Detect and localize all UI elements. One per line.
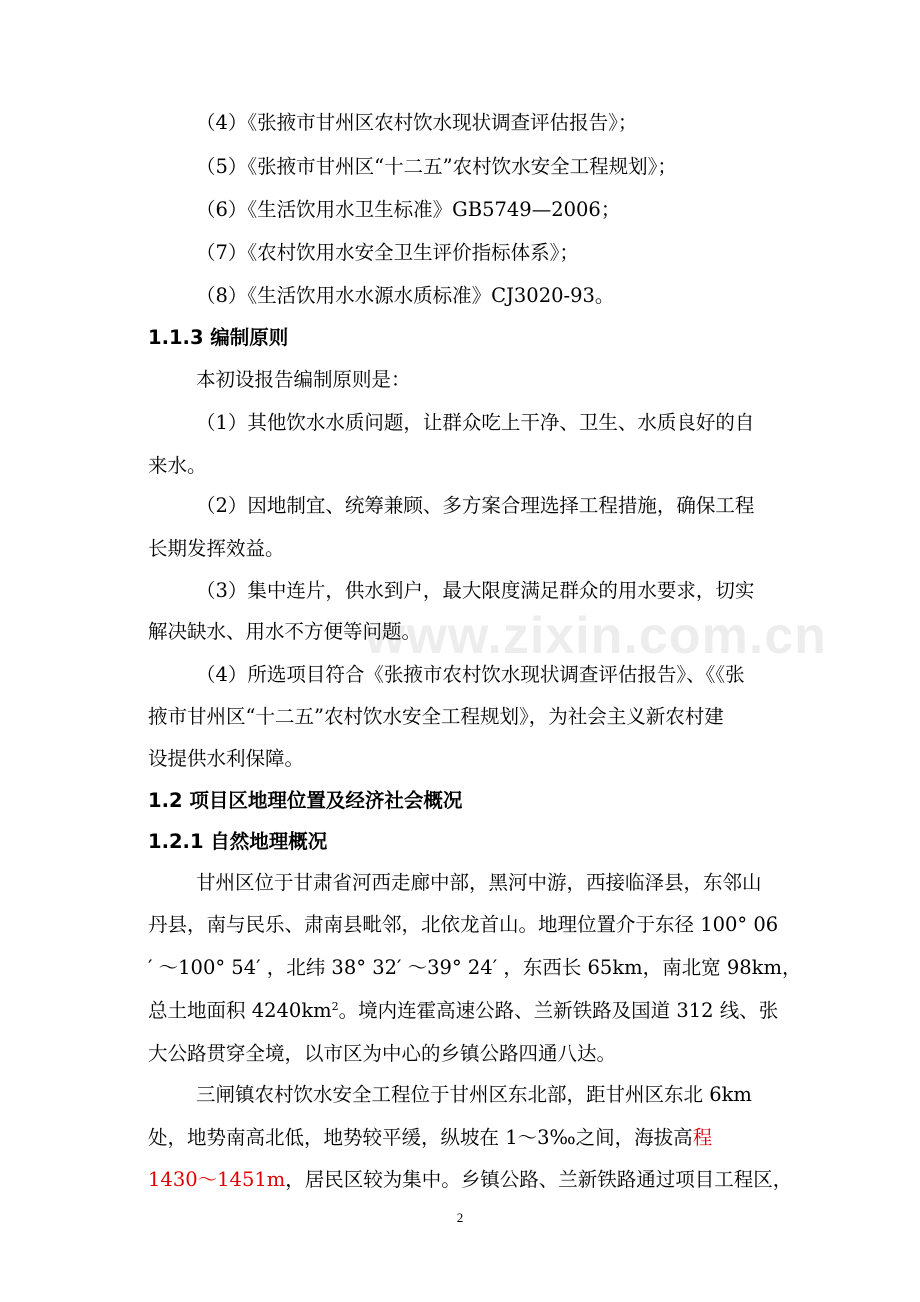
- highlight-text: 程: [692, 1126, 713, 1149]
- page-number: 2: [456, 1210, 464, 1225]
- paragraph-line: 大公路贯穿全境，以市区为中心的乡镇公路四通八达。: [148, 1042, 617, 1065]
- paragraph-line: 甘州区位于甘肃省河西走廊中部，黑河中游，西接临泽县，东邻山: [196, 871, 762, 894]
- principle-line: 设提供水利保障。: [148, 747, 305, 770]
- text: 处，地势南高北低，地势较平缓，纵坡在 1～3‰之间，海拔高: [148, 1126, 693, 1149]
- intro-text: 本初设报告编制原则是：: [196, 368, 411, 391]
- area-text: 总土地面积 4240km: [148, 999, 332, 1022]
- area-text-cont: 。境内连霍高速公路、兰新铁路及国道 312 线、张: [338, 999, 779, 1022]
- reference-item: （6）《生活饮用水卫生标准》GB5749—2006；: [196, 198, 621, 221]
- reference-item: （7）《农村饮用水安全卫生评价指标体系》；: [196, 241, 579, 264]
- watermark: www.zixin.com.cn: [365, 607, 827, 665]
- paragraph-line: ′ ～100° 54′ ，北纬 38° 32′ ～39° 24′ ，东西长 65km，南北宽 98km，: [148, 956, 802, 979]
- principle-line: （1）其他饮水水质问题，让群众吃上干净、卫生、水质良好的自: [196, 411, 755, 434]
- principle-line: 解决缺水、用水不方便等问题。: [148, 620, 422, 643]
- section-heading-1-2-1: 1.2.1 自然地理概况: [148, 830, 328, 853]
- principle-line: 掖市甘州区“十二五”农村饮水安全工程规划》，为社会主义新农村建: [148, 705, 724, 728]
- paragraph-line: [148, 1001, 778, 1021]
- paragraph-line: 三闸镇农村饮水安全工程位于甘州区东北部，距甘州区东北 6km: [196, 1083, 752, 1106]
- text: ，居民区较为集中。乡镇公路、兰新铁路通过项目工程区，: [285, 1168, 793, 1191]
- principle-line: （4）所选项目符合《张掖市农村饮水现状调查评估报告》、《《张: [196, 663, 745, 686]
- paragraph-line: [148, 1170, 792, 1190]
- highlight-elevation: 1430～1451m: [148, 1168, 286, 1191]
- principle-line: 来水。: [148, 454, 207, 477]
- superscript-2: 2: [331, 1000, 339, 1013]
- reference-item: （8）《生活饮用水水源水质标准》CJ3020-93。: [196, 284, 615, 307]
- reference-item: （5）《张掖市甘州区“十二五”农村饮水安全工程规划》；: [196, 155, 677, 178]
- paragraph-line: [148, 1128, 712, 1148]
- reference-item: （4）《张掖市甘州区农村饮水现状调查评估报告》；: [196, 111, 638, 134]
- principle-line: （2）因地制宜、统筹兼顾、多方案合理选择工程措施，确保工程: [196, 494, 755, 517]
- section-heading-1-2: 1.2 项目区地理位置及经济社会概况: [148, 789, 463, 812]
- section-heading-1-1-3: 1.1.3 编制原则: [148, 326, 289, 349]
- principle-line: （3）集中连片，供水到户，最大限度满足群众的用水要求，切实: [196, 579, 755, 602]
- paragraph-line: 丹县，南与民乐、肃南县毗邻，北依龙首山。地理位置介于东径 100° 06: [148, 913, 779, 936]
- principle-line: 长期发挥效益。: [148, 537, 285, 560]
